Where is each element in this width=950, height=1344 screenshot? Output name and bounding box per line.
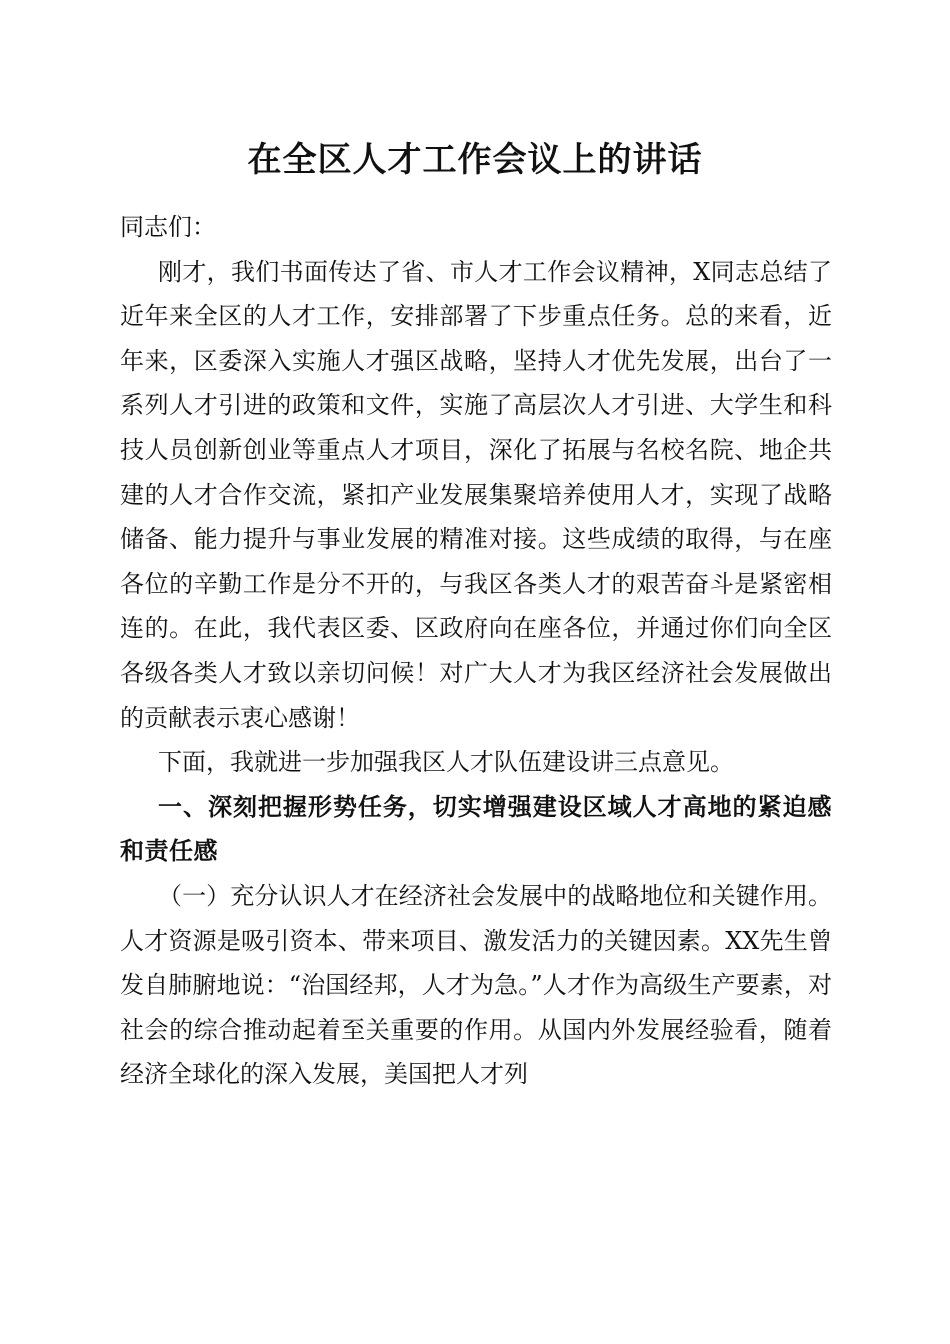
intro-paragraph: 刚才，我们书面传达了省、市人才工作会议精神，X同志总结了近年来全区的人才工作，安排部署了下步重点任务。总的来看，近年来，区委深入实施人才强区战略，坚持人才优先发展，出台了一系列人才引进的政策和文件，实施了高层次人才引进、大学生和科技人员创新创业等重点人才项目，深化了拓展与名校名院、地企共建的人才合作交流，紧扣产业发展集聚培养使用人才，实现了战略储备、能力提升与事业发展的精准对接。这些成绩的取得，与在座各位的辛勤工作是分不开的，与我区各类人才的艰苦奋斗是紧密相连的。在此，我代表区委、区政府向在座各位，并通过你们向全区各级各类人才致以亲切问候！对广大人才为我区经济社会发展做出的贡献表示衷心感谢！ bbox=[120, 257, 832, 732]
subsection-paragraph: （一）充分认识人才在经济社会发展中的战略地位和关键作用。人才资源是吸引资本、带来项目、激发活力的关键因素。XX先生曾发自肺腑地说：“治国经邦，人才为急。”人才作为高级生产要素，对社会的综合推动起着至关重要的作用。从国内外发展经验看，随着经济全球化的深入发展，美国把人才列 bbox=[120, 881, 832, 1089]
document-title: 在全区人才工作会议上的讲话 bbox=[247, 140, 703, 180]
transition-paragraph: 下面，我就进一步加强我区人才队伍建设讲三点意见。 bbox=[158, 748, 734, 777]
salutation: 同志们： bbox=[120, 213, 216, 241]
section-heading: 一、深刻把握形势任务，切实增强建设区域人才高地的紧迫感和责任感 bbox=[120, 792, 832, 866]
document-body bbox=[120, 205, 832, 1097]
